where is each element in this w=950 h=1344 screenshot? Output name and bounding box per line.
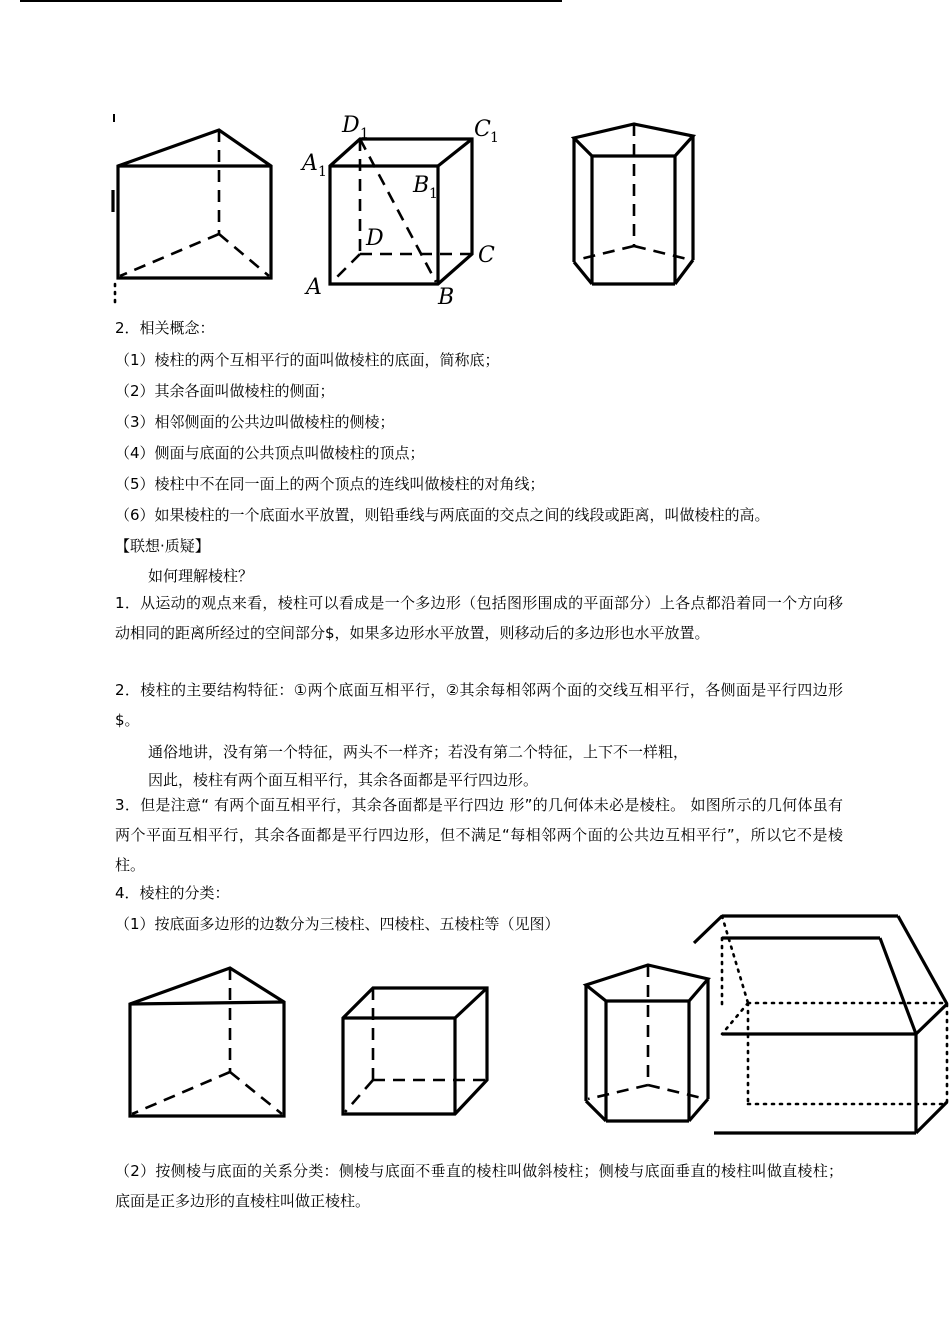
label-a1: A <box>302 151 318 176</box>
tongsu-text: 通俗地讲，没有第一个特征，两头不一样齐；若没有第二个特征，上下不一样粗， <box>148 743 689 761</box>
concept-1: （1）棱柱的两个互相平行的面叫做棱柱的底面，简称底； <box>115 351 500 369</box>
triangular-prism-figure-1 <box>108 108 283 308</box>
classification-1: （1）按底面多边形的边数分为三棱柱、四棱柱、五棱柱等（见图） <box>115 915 560 933</box>
section-4-title: 4．棱柱的分类： <box>115 884 230 902</box>
concept-4: （4）侧面与底面的公共顶点叫做棱柱的顶点； <box>115 444 425 462</box>
pentagonal-prism-figure-1 <box>560 108 705 293</box>
header-rule <box>20 0 562 2</box>
triangular-prism-figure-2 <box>120 960 295 1125</box>
label-c1: C <box>474 117 491 142</box>
label-b1: B <box>413 173 430 198</box>
label-c: C <box>478 243 495 268</box>
yinci-text: 因此，棱柱有两个面互相平行，其余各面都是平行四边形。 <box>148 771 539 789</box>
label-b: B <box>438 285 455 310</box>
concept-5: （5）棱柱中不在同一面上的两个顶点的连线叫做棱柱的对角线； <box>115 475 545 493</box>
label-c1-sub: 1 <box>490 130 499 146</box>
concept-3: （3）相邻侧面的公共边叫做棱柱的侧棱； <box>115 413 395 431</box>
label-d: D <box>366 226 384 251</box>
label-a1-sub: 1 <box>318 164 327 180</box>
label-d1-sub: 1 <box>360 126 369 142</box>
lianxiang-heading: 【联想·质疑】 <box>115 537 210 555</box>
paragraph-2: 2．棱柱的主要结构特征：①两个底面互相平行，②其余每相邻两个面的交线互相平行，各侧面是平行四边形$。 <box>115 681 843 729</box>
label-b1-sub: 1 <box>429 186 438 202</box>
concept-6: （6）如果棱柱的一个底面水平放置，则铅垂线与两底面的交点之间的线段或距离，叫做棱柱的高。 <box>115 506 770 524</box>
cube-figure-2 <box>335 980 495 1125</box>
concept-2: （2）其余各面叫做棱柱的侧面； <box>115 382 335 400</box>
section-2-title: 2．相关概念： <box>115 319 215 337</box>
label-d1: D <box>342 113 360 138</box>
label-a: A <box>306 275 322 300</box>
paragraph-1: 1．从运动的观点来看，棱柱可以看成是一个多边形（包括图形围成的平面部分）上各点都沿着同一个方向移动相同的距离所经过的空间部分$，如果多边形水平放置，则移动后的多边形也水平放置。 <box>115 594 843 642</box>
labelled-cube-figure <box>300 108 510 313</box>
non-prism-solid-figure <box>690 908 950 1143</box>
classification-2: （2）按侧棱与底面的关系分类：侧棱与底面不垂直的棱柱叫做斜棱柱；侧棱与底面垂直的棱柱叫做直棱柱；底面是正多边形的直棱柱叫做正棱柱。 <box>115 1162 843 1210</box>
question-text: 如何理解棱柱？ <box>148 567 254 585</box>
paragraph-3: 3．但是注意“ 有两个面互相平行，其余各面都是平行四边 形”的几何体未必是棱柱。 如图所示的几何体虽有两个平面互相平行，其余各面都是平行四边形，但不满足“每相邻两个面的公共边互相平行”，所以它不是棱柱。 <box>115 796 843 874</box>
